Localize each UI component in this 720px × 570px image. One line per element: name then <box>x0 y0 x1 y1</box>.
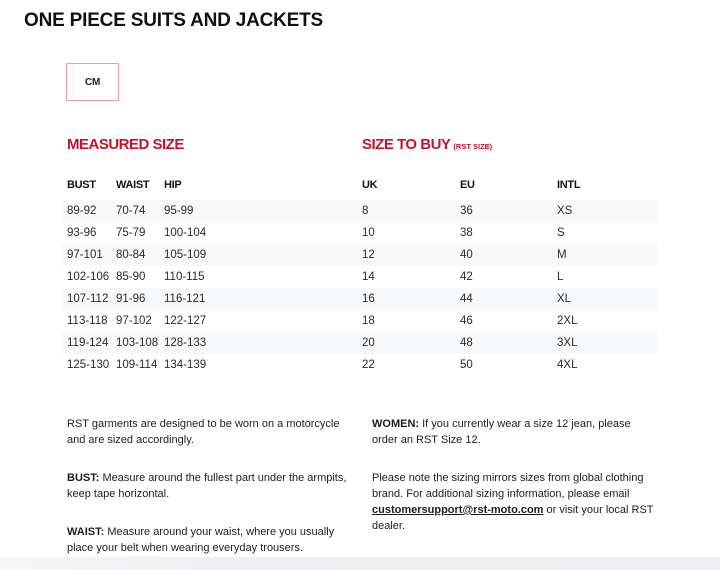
column-header-bust: BUST <box>67 179 96 191</box>
cell-bust: 89-92 <box>67 205 97 217</box>
cell-bust: 125-130 <box>67 359 110 371</box>
cell-bust: 107-112 <box>67 293 109 305</box>
notes-left-column <box>62 416 352 570</box>
cell-intl: 2XL <box>557 315 578 327</box>
cell-bust: 113-118 <box>67 315 108 327</box>
measured-size-heading <box>67 137 362 155</box>
cell-intl: S <box>557 227 565 239</box>
cell-eu: 44 <box>460 293 473 305</box>
note-waist-text: Measure around your waist, where you usually place your belt when wearing everyday trousers. <box>67 526 335 554</box>
cell-bust: 93-96 <box>67 227 97 239</box>
page-title: ONE PIECE SUITS AND JACKETS <box>24 10 323 31</box>
size-to-buy-heading-label: SIZE TO BUY <box>362 136 451 153</box>
note-women-text: If you currently wear a size 12 jean, please order an RST Size 12. <box>372 418 631 446</box>
cell-eu: 46 <box>460 315 473 327</box>
column-header-waist: WAIST <box>116 179 150 191</box>
cell-uk: 16 <box>362 293 375 305</box>
cell-eu: 40 <box>460 249 473 261</box>
customer-support-email-link[interactable]: customersupport@rst-moto.com <box>372 504 544 516</box>
cell-hip: 134-139 <box>164 359 207 371</box>
cell-eu: 36 <box>460 205 473 217</box>
column-header-hip: HIP <box>164 179 182 191</box>
cell-waist: 85-90 <box>116 271 146 283</box>
table-row <box>62 222 657 244</box>
cell-eu: 42 <box>460 271 473 283</box>
cell-intl: M <box>557 249 567 261</box>
cell-uk: 8 <box>362 205 369 217</box>
cell-bust: 102-106 <box>67 271 110 283</box>
cell-waist: 109-114 <box>116 359 158 371</box>
cell-intl: L <box>557 271 564 283</box>
measured-size-heading-label: MEASURED SIZE <box>67 136 184 153</box>
cell-hip: 122-127 <box>164 315 207 327</box>
cell-eu: 48 <box>460 337 473 349</box>
note-general-text: RST garments are designed to be worn on a motorcycle and are sized accordingly. <box>67 418 340 446</box>
cell-eu: 50 <box>460 359 473 371</box>
note-bust <box>67 470 352 502</box>
cell-intl: XS <box>557 205 573 217</box>
table-row <box>62 200 657 222</box>
cell-waist: 97-102 <box>116 315 152 327</box>
section-headers <box>62 137 657 153</box>
cell-hip: 116-121 <box>164 293 206 305</box>
note-women-label: WOMEN: <box>372 418 420 430</box>
table-row <box>62 354 657 376</box>
note-bust-label: BUST: <box>67 472 100 484</box>
notes-right-column <box>367 416 657 570</box>
note-women <box>372 416 657 448</box>
table-header-row <box>62 178 657 192</box>
column-header-intl: INTL <box>557 179 581 191</box>
size-chart-section <box>62 137 657 570</box>
cell-hip: 128-133 <box>164 337 207 349</box>
cell-uk: 10 <box>362 227 375 239</box>
table-row <box>62 288 657 310</box>
cell-hip: 100-104 <box>164 227 207 239</box>
cell-hip: 110-115 <box>164 271 205 283</box>
note-bust-text: Measure around the fullest part under the armpits, keep tape horizontal. <box>67 472 347 500</box>
table-row <box>62 310 657 332</box>
size-to-buy-heading <box>362 137 657 155</box>
cell-hip: 105-109 <box>164 249 207 261</box>
cell-uk: 20 <box>362 337 375 349</box>
note-sizing-text-after: or visit your local RST dealer. <box>372 504 654 532</box>
measurement-notes <box>62 416 657 570</box>
cell-waist: 70-74 <box>116 205 146 217</box>
note-general <box>67 416 352 448</box>
column-header-uk: UK <box>362 179 378 191</box>
cell-intl: 4XL <box>557 359 578 371</box>
cell-hip: 95-99 <box>164 205 194 217</box>
note-waist-label: WAIST: <box>67 526 105 538</box>
cell-bust: 97-101 <box>67 249 103 261</box>
unit-cm-button[interactable]: CM <box>66 63 119 101</box>
cell-bust: 119-124 <box>67 337 109 349</box>
cell-waist: 103-108 <box>116 337 159 349</box>
rst-size-note: (RST SIZE) <box>453 142 493 151</box>
cell-uk: 14 <box>362 271 375 283</box>
cell-uk: 22 <box>362 359 375 371</box>
cell-intl: XL <box>557 293 572 305</box>
cell-intl: 3XL <box>557 337 578 349</box>
table-row <box>62 266 657 288</box>
cell-uk: 12 <box>362 249 375 261</box>
size-table-body <box>62 200 657 376</box>
next-section-band <box>0 557 720 570</box>
cell-waist: 80-84 <box>116 249 146 261</box>
table-row <box>62 244 657 266</box>
note-waist <box>67 524 352 556</box>
cell-waist: 91-96 <box>116 293 146 305</box>
cell-eu: 38 <box>460 227 473 239</box>
table-row <box>62 332 657 354</box>
cell-uk: 18 <box>362 315 375 327</box>
cell-waist: 75-79 <box>116 227 146 239</box>
note-sizing-text-before: Please note the sizing mirrors sizes from global clothing brand. For additional sizing information, please email <box>372 472 644 500</box>
note-sizing-info <box>372 470 657 534</box>
column-header-eu: EU <box>460 179 475 191</box>
